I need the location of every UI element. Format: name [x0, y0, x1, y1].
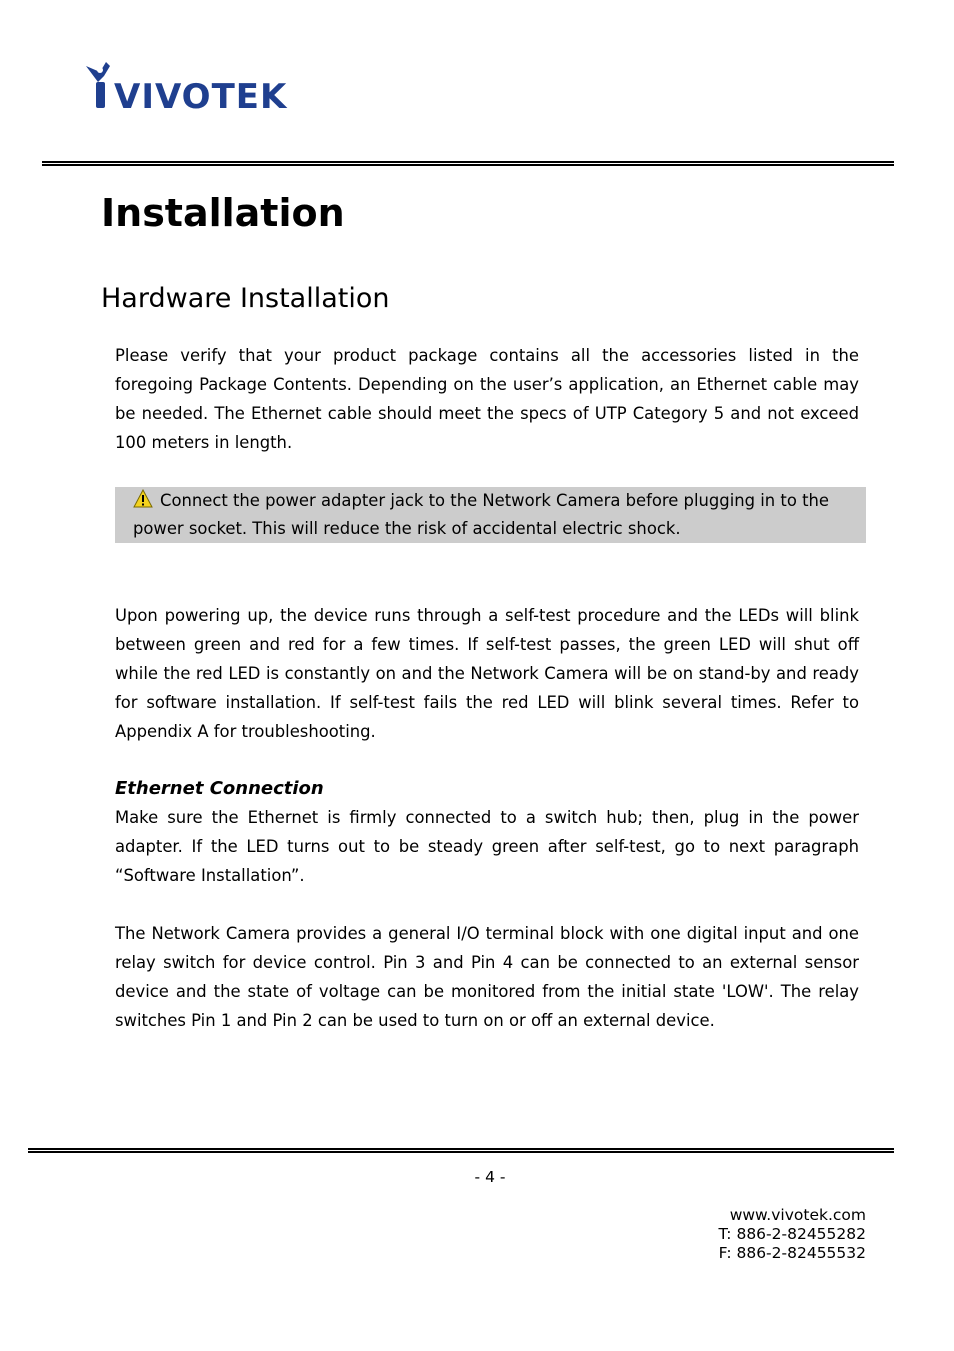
footer-phone: T: 886-2-82455282	[718, 1225, 866, 1243]
page-number: - 4 -	[474, 1168, 506, 1186]
power-up-paragraph: Upon powering up, the device runs through a self-test procedure and the LEDs will blink between green and red for a few times. If self-test passes, the green LED will shut off while the red LED is constantly on and the Network Camera will be on stand-by and ready for software installation. If self-test fails the red LED will blink several times. Refer to Appendix A for troubleshooting.	[115, 606, 859, 741]
verify-paragraph: Please verify that your product package contains all the accessories listed in the foregoing Package Contents. Depending on the user’s application, an Ethernet cable may be needed. The Ethernet cable should meet the specs of UTP Category 5 and not exceed 100 meters in length.	[115, 346, 859, 452]
warning-note-line1: Connect the power adapter jack to the Network Camera before plugging in to the	[160, 491, 829, 510]
page-title: Installation	[101, 191, 345, 235]
io-paragraph: The Network Camera provides a general I/O terminal block with one digital input and one relay switch for device control. Pin 3 and Pin 4 can be connected to an external sensor device and the state of voltage can be monitored from the initial state 'LOW'. The relay switches Pin 1 and Pin 2 can be used to turn on or off an external device.	[115, 924, 859, 1030]
svg-text:VIVOTEK: VIVOTEK	[114, 77, 288, 112]
warning-note	[115, 487, 866, 543]
section-title: Hardware Installation	[101, 283, 390, 314]
header-rule	[42, 161, 894, 166]
warning-icon	[133, 489, 153, 509]
warning-note-line2: power socket. This will reduce the risk of accidental electric shock.	[133, 519, 681, 538]
footer-rule	[28, 1148, 894, 1153]
footer-contact	[719, 1206, 866, 1263]
ethernet-connection-heading: Ethernet Connection	[115, 778, 324, 799]
footer-fax: F: 886-2-82455532	[718, 1244, 866, 1262]
footer-website: www.vivotek.com	[729, 1206, 866, 1224]
ethernet-paragraph: Make sure the Ethernet is firmly connected to a switch hub; then, plug in the power adapter. If the LED turns out to be steady green after self-test, go to next paragraph “Software Installation”.	[115, 808, 859, 885]
vivotek-logo	[84, 60, 294, 112]
